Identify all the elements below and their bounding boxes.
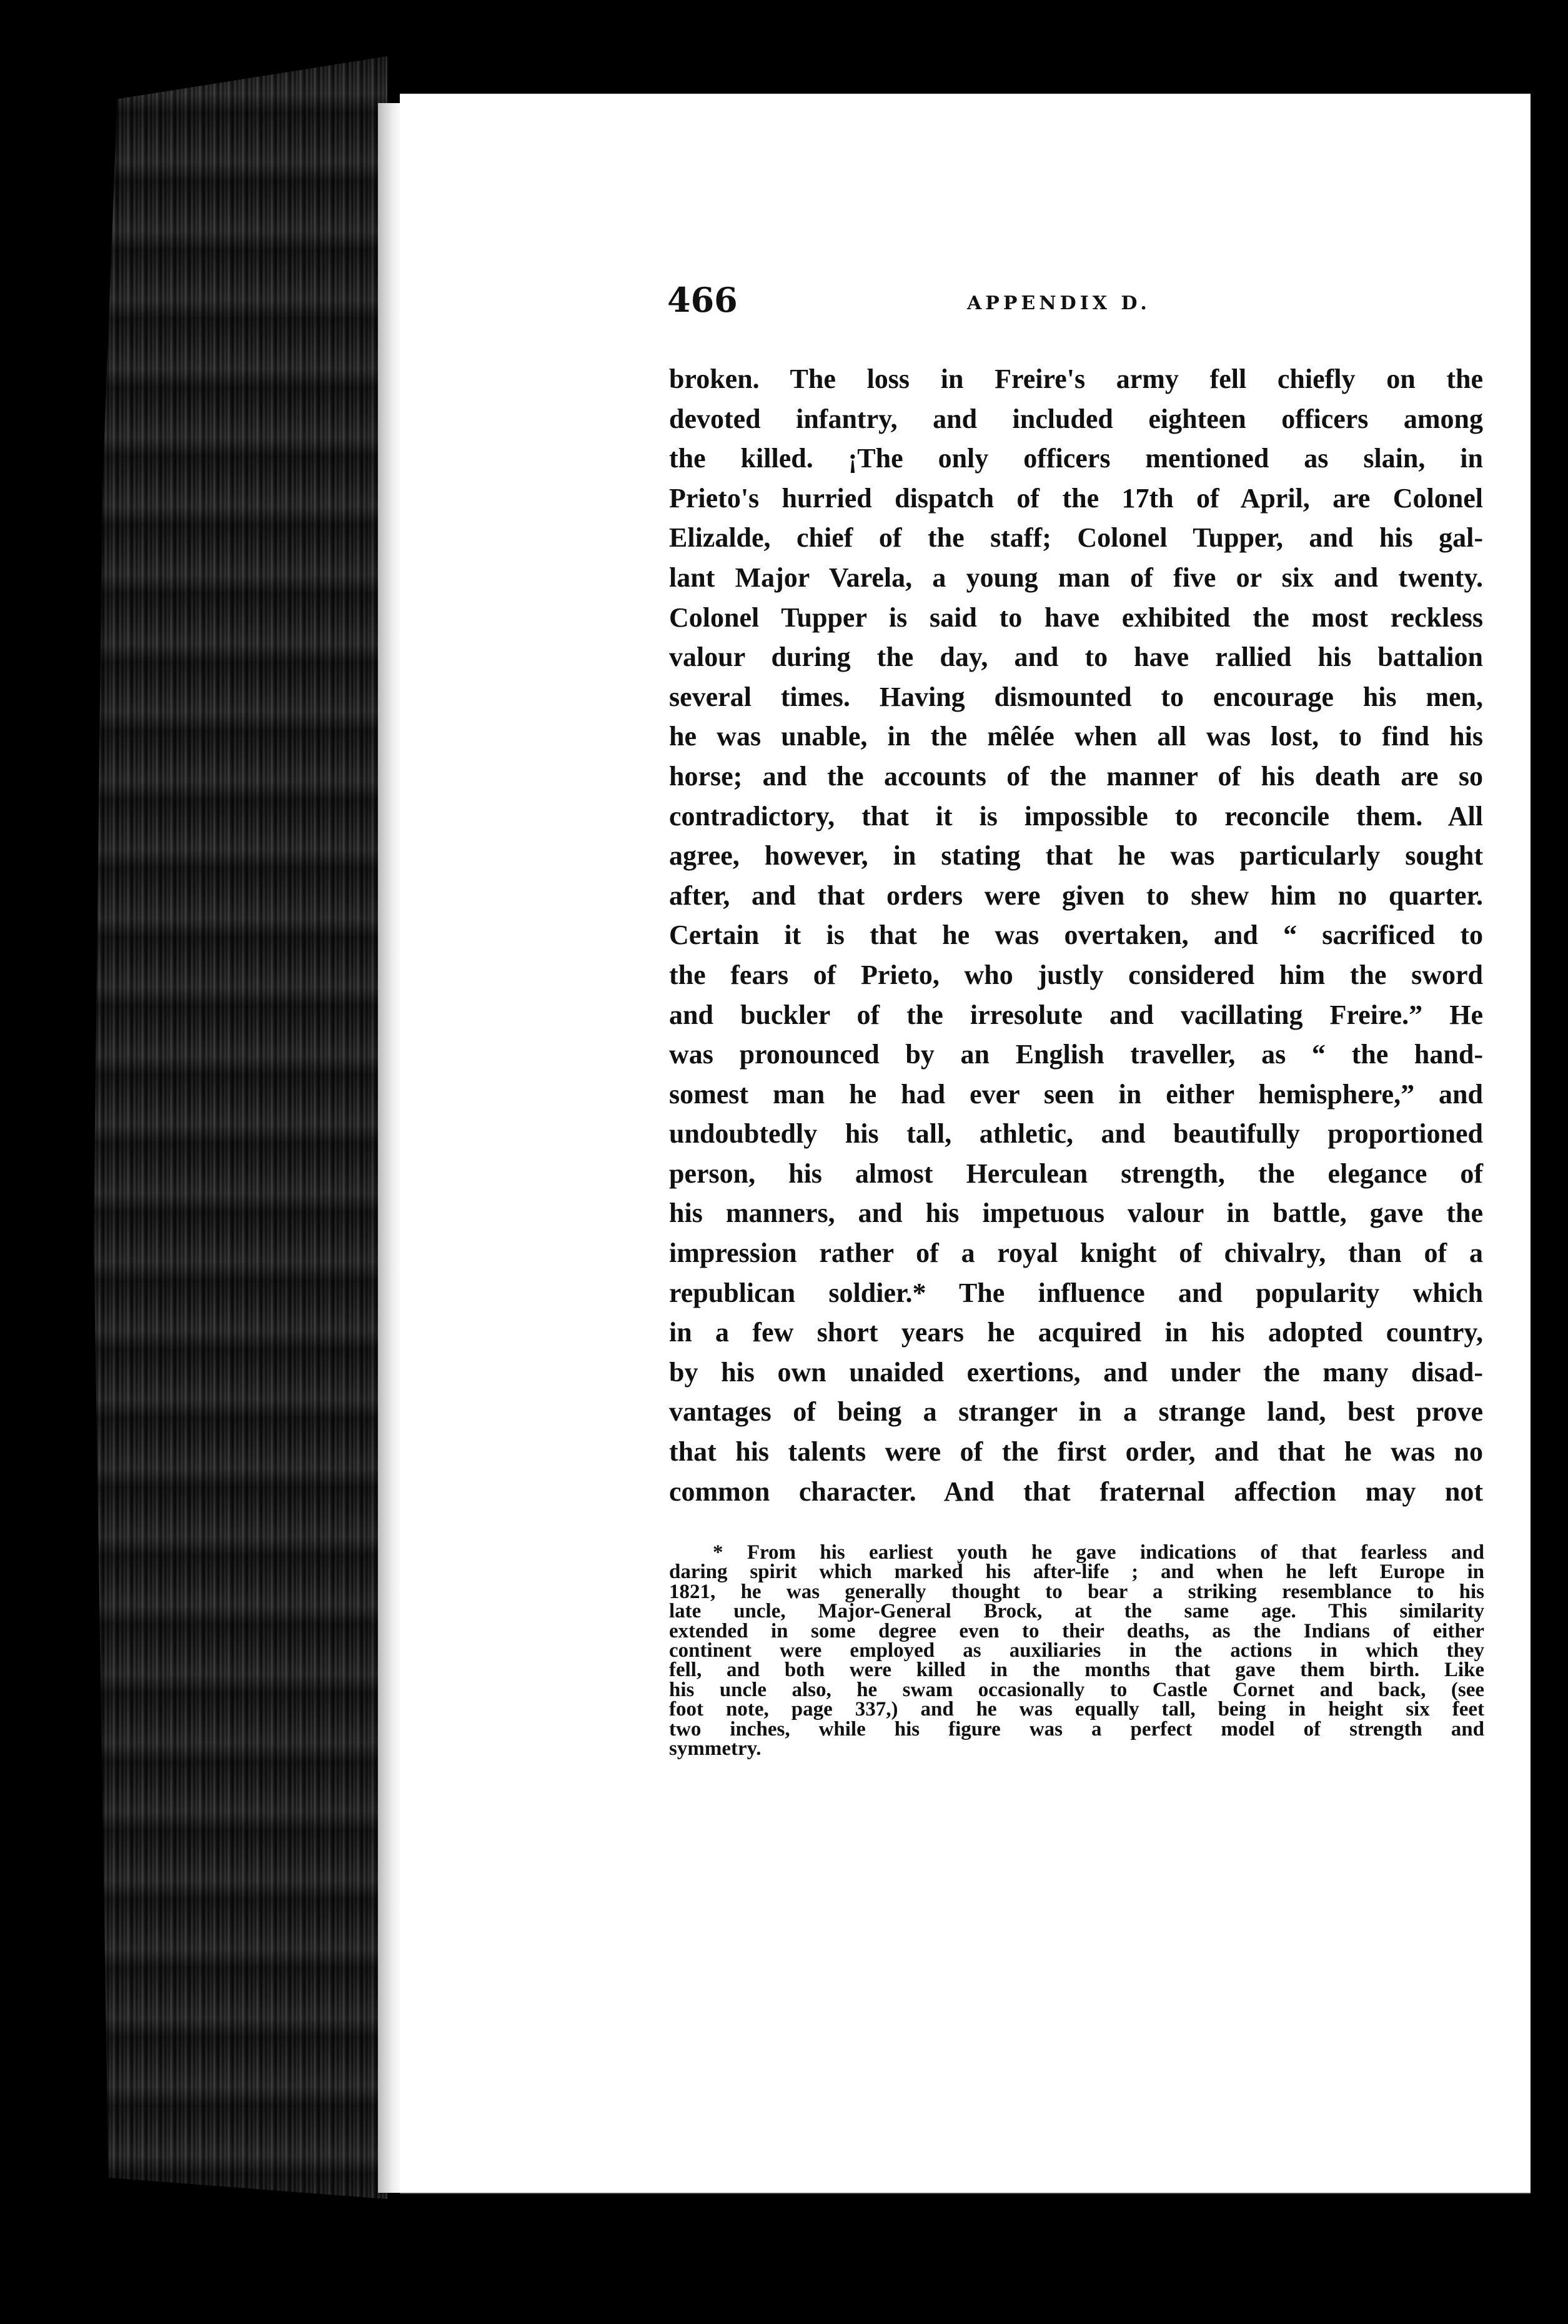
body-line: valour during the day, and to have rallied his battalion — [669, 642, 1483, 673]
body-text — [669, 359, 1483, 1511]
body-line: broken. The loss in Freire's army fell chiefly on the — [669, 364, 1483, 394]
body-line: common character. And that fraternal affection may not — [669, 1476, 1483, 1507]
body-line: Certain it is that he was overtaken, and “ sacrificed to — [669, 920, 1483, 951]
body-line: horse; and the accounts of the manner of his death are so — [669, 760, 1483, 792]
footnote-line: foot note, page 337,) and he was equally tall, being in height six feet — [669, 1698, 1484, 1721]
footnote-line: 1821, he was generally thought to bear a striking resemblance to his — [669, 1580, 1484, 1603]
body-line: lant Major Varela, a young man of five or six and twenty. — [669, 562, 1483, 593]
body-line: contradictory, that it is impossible to reconcile them. All — [669, 800, 1483, 832]
footnote-line: two inches, while his figure was a perfect model of strength and — [669, 1717, 1484, 1741]
body-line: in a few short years he acquired in his adopted country, — [669, 1317, 1483, 1348]
body-line: undoubtedly his tall, athletic, and beautifully proportioned — [669, 1118, 1483, 1150]
footnote-line: fell, and both were killed in the months that gave them birth. Like — [669, 1659, 1484, 1682]
body-line: his manners, and his impetuous valour in battle, gave the — [669, 1198, 1483, 1229]
footnote-line: continent were employed as auxiliaries in the actions in which they — [669, 1639, 1484, 1662]
running-head: APPENDIX D. — [967, 292, 1151, 314]
page-gutter — [378, 103, 403, 2193]
body-line: after, and that orders were given to shew him no quarter. — [669, 880, 1483, 911]
book-fore-edge — [94, 56, 387, 2199]
body-line: vantages of being a stranger in a strange land, best prove — [669, 1396, 1483, 1428]
footnote-line: daring spirit which marked his after-life ; and when he left Europe in — [669, 1561, 1484, 1584]
body-line: by his own unaided exertions, and under the many disad- — [669, 1356, 1483, 1388]
body-line: Elizalde, chief of the staff; Colonel Tupper, and his gal- — [669, 522, 1483, 554]
body-line: several times. Having dismounted to encourage his men, — [669, 681, 1483, 712]
page-header — [667, 280, 1204, 324]
body-line: agree, however, in stating that he was particularly sought — [669, 840, 1483, 872]
body-line: person, his almost Herculean strength, the elegance of — [669, 1158, 1483, 1189]
body-line: and buckler of the irresolute and vacillating Freire.” He — [669, 999, 1483, 1030]
body-line: was pronounced by an English traveller, as “ the hand- — [669, 1039, 1483, 1070]
footnote-line: * From his earliest youth he gave indications of that fearless and — [713, 1541, 1484, 1564]
body-line: somest man he had ever seen in either hemisphere,” and — [669, 1078, 1483, 1110]
body-line: the fears of Prieto, who justly considered him the sword — [669, 959, 1483, 990]
body-line: Colonel Tupper is said to have exhibited the most reckless — [669, 602, 1483, 633]
body-line: impression rather of a royal knight of chivalry, than of a — [669, 1238, 1483, 1269]
footnote-line: symmetry. — [669, 1737, 762, 1760]
footnote — [669, 1543, 1484, 1759]
body-line: the killed. ¡The only officers mentioned as slain, in — [669, 443, 1483, 474]
footnote-line: his uncle also, he swam occasionally to Castle Cornet and back, (see — [669, 1678, 1484, 1701]
footnote-line: late uncle, Major-General Brock, at the same age. This similarity — [669, 1600, 1484, 1623]
body-line: Prieto's hurried dispatch of the 17th of April, are Colonel — [669, 482, 1483, 514]
footnote-line: extended in some degree even to their deaths, as the Indians of either — [669, 1619, 1484, 1642]
body-line: devoted infantry, and included eighteen officers among — [669, 403, 1483, 434]
page-number: 466 — [667, 280, 738, 320]
body-line: republican soldier.* The influence and popularity which — [669, 1277, 1483, 1308]
body-line: he was unable, in the mêlée when all was lost, to find his — [669, 721, 1483, 752]
body-line: that his talents were of the first order, and that he was no — [669, 1436, 1483, 1467]
